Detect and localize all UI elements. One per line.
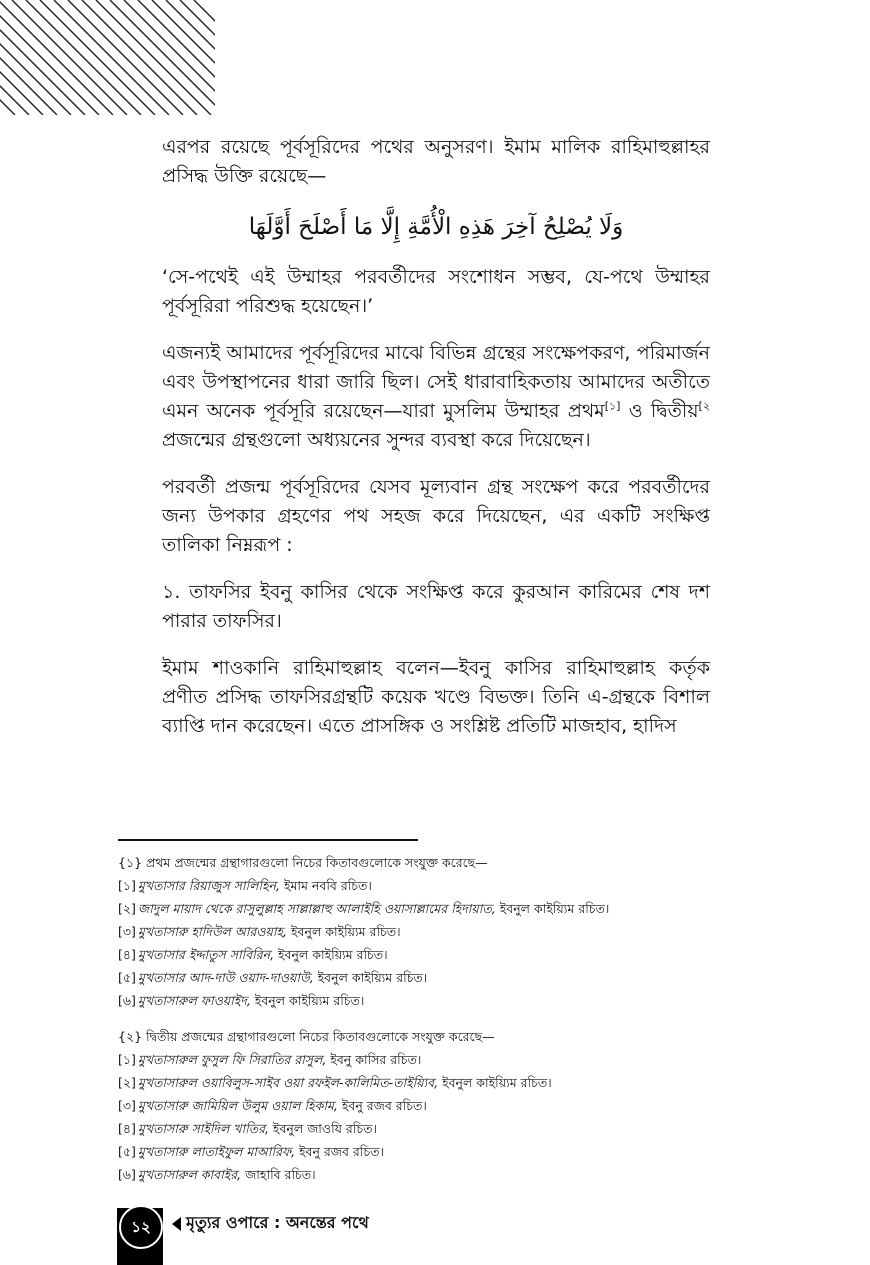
footnote-book-title: জাদুল মায়াদ থেকে রাসুলুল্লাহ সাল্লাল্লাহু আলাইহি ওয়াসাল্লামের হিদায়াত, — [137, 901, 496, 916]
footnote-number: [৬] — [118, 1167, 136, 1182]
hatch-line — [26, 0, 141, 115]
footnote-book-title: মুখতাসারু সাইদিল খাতির, — [137, 1121, 269, 1136]
footnote-book-title: মুখতাসারু লাতাইফুল মাআরিফ, — [137, 1144, 296, 1159]
footnote-author: ইবনুল কাইয়্যিম রচিত। — [250, 993, 365, 1008]
footnote-author: ইবনুল কাইয়্যিম রচিত। — [438, 1075, 552, 1090]
footnote-author: ইবনুল কাইয়্যিম রচিত। — [495, 901, 610, 916]
hatch-line — [82, 0, 197, 115]
footnote-book-title: মুখতাসার ইদ্দাতুস সাবিরিন, — [137, 947, 275, 962]
page-number: ১২ — [119, 1205, 163, 1249]
footnote-book-title: মুখতাসার আদ-দাউ ওয়াদ-দাওয়াউ, — [137, 970, 314, 985]
footnote-item — [118, 966, 718, 989]
footnote-group-2 — [118, 1025, 718, 1186]
footnote-heading: {২} দ্বিতীয় প্রজন্মের গ্রন্থাগারগুলো নিচের কিতাবগুলোকে সংযুক্ত করেছে— — [118, 1029, 495, 1044]
hatch-line — [0, 0, 71, 115]
hatch-line — [96, 0, 211, 115]
footnote-number: [৩] — [118, 924, 136, 939]
footnote-author: ইবনু রজব রচিত। — [337, 1098, 427, 1113]
arabic-quote: وَلَا يُصْلِحُ آخِرَ هَذِهِ الْأُمَّةِ إِلَّا مَا أَصْلَحَ أَوَّلَهَا — [248, 214, 624, 240]
footnotes — [118, 851, 718, 1199]
paragraph-3-part2: ও দ্বিতীয় — [620, 400, 699, 422]
paragraph-2: ‘সে-পথেই এই উম্মাহর পরবর্তীদের সংশোধন সম্ভব, যে-পথে উম্মাহর পূর্বসূরিরা পরিশুদ্ধ হয়েছেন।’ — [162, 266, 710, 317]
hatch-line — [138, 0, 215, 115]
corner-hatch-decoration — [0, 0, 215, 115]
main-text — [162, 133, 710, 759]
footnote-author: ইবনুল কাইয়্যিম রচিত। — [274, 947, 388, 962]
footnote-number: [৫] — [118, 970, 136, 985]
left-arrow-icon — [172, 1217, 181, 1231]
footnote-item — [118, 874, 718, 897]
footnote-number: [২] — [118, 1075, 136, 1090]
footnote-ref-2[interactable]: [২ — [698, 399, 710, 413]
hatch-line — [68, 0, 183, 115]
paragraph-4: পরবর্তী প্রজন্ম পূর্বসূরিদের যেসব মূল্যবান গ্রন্থ সংক্ষেপ করে পরবর্তীদের জন্য উপকার গ্রহণের পথ সহজ করে দিয়েছেন, এর একটি সংক্ষিপ্ত তালিকা নিম্নরূপ : — [162, 476, 710, 556]
footnote-item — [118, 1117, 718, 1140]
footnote-author: ইবনুল জাওযি রচিত। — [268, 1121, 377, 1136]
footnote-group-1 — [118, 851, 718, 1012]
paragraph-5: ১. তাফসির ইবনু কাসির থেকে সংক্ষিপ্ত করে কুরআন কারিমের শেষ দশ পারার তাফসির। — [162, 581, 710, 632]
footnote-number: [১] — [118, 878, 136, 893]
footnote-book-title: মুখতাসারুল কাবাইর, — [137, 1167, 242, 1182]
footnote-item — [118, 1048, 718, 1071]
footnote-number: [৪] — [118, 1121, 136, 1136]
footnote-item — [118, 989, 718, 1012]
footnote-book-title: মুখতাসারুল ফুসুল ফি সিরাতির রাসুল, — [137, 1052, 327, 1067]
footnote-item — [118, 943, 718, 966]
footnote-number: [৩] — [118, 1098, 136, 1113]
footnote-number: [২] — [118, 901, 136, 916]
footnote-author: ইবনু কাসির রচিত। — [326, 1052, 422, 1067]
hatch-line — [12, 0, 127, 115]
footnote-item — [118, 1094, 718, 1117]
paragraph-6: ইমাম শাওকানি রাহিমাহুল্লাহ বলেন—ইবনু কাসির রাহিমাহুল্লাহ কর্তৃক প্রণীত প্রসিদ্ধ তাফসিরগ্রন্থটি কয়েক খণ্ডে বিভক্ত। তিনি এ-গ্রন্থকে বিশাল ব্যাপ্তি দান করেছেন। এতে প্রাসঙ্গিক ও সংশ্লিষ্ট প্রতিটি মাজহাব, হাদিস — [162, 657, 710, 737]
footnote-book-title: মুখতাসারুল ওয়াবিলুস-সাইব ওয়া রফইল-কালিমিত-তাইয়্যিব, — [137, 1075, 439, 1090]
footnote-heading: {১} প্রথম প্রজন্মের গ্রন্থাগারগুলো নিচের কিতাবগুলোকে সংযুক্ত করেছে— — [118, 855, 488, 870]
footnote-item — [118, 1163, 718, 1186]
footnote-author: ইবনুল কাইয়্যিম রচিত। — [313, 970, 428, 985]
running-title: মৃত্যুর ওপারে : অনন্তের পথে — [186, 1213, 369, 1232]
footnote-number: [৬] — [118, 993, 136, 1008]
footnote-item — [118, 897, 718, 920]
footnote-number: [৫] — [118, 1144, 136, 1159]
footnote-author: ইবনুল কাইয়্যিম রচিত। — [287, 924, 401, 939]
footnote-item — [118, 1140, 718, 1163]
footnote-book-title: মুখতাসারুল ফাওয়াইদ, — [137, 993, 251, 1008]
footnote-divider — [118, 839, 418, 841]
footnote-book-title: মুখতাসারু হাদিউল আরওয়াহ, — [137, 924, 288, 939]
paragraph-3 — [162, 339, 710, 455]
footnote-book-title: মুখতাসারু জামিয়িল উলুম ওয়াল হিকাম, — [137, 1098, 338, 1113]
paragraph-3-part1: এজন্যই আমাদের পূর্বসূরিদের মাঝে বিভিন্ন গ্রন্থের সংক্ষেপকরণ, পরিমার্জন এবং উপস্থাপনের ধারা জারি ছিল। সেই ধারাবাহিকতায় আমাদের অতীতে এমন অনেক পূর্বসূরি রয়েছেন—যারা মুসলিম উম্মাহর প্রথম — [162, 342, 710, 422]
paragraph-1: এরপর রয়েছে পূর্বসূরিদের পথের অনুসরণ। ইমাম মালিক রাহিমাহুল্লাহর প্রসিদ্ধ উক্তি রয়েছে— — [162, 136, 710, 187]
footnote-item — [118, 1071, 718, 1094]
hatch-line — [54, 0, 169, 115]
footnote-author: জাহাবি রচিত। — [241, 1167, 316, 1182]
footnote-ref-1[interactable]: [১] — [604, 399, 621, 413]
footnote-item — [118, 920, 718, 943]
footnote-author: ইমাম নববি রচিত। — [279, 878, 372, 893]
footnote-number: [৪] — [118, 947, 136, 962]
footnote-number: [১] — [118, 1052, 136, 1067]
footnote-author: ইবনু রজব রচিত। — [295, 1144, 384, 1159]
footnote-book-title: মুখতাসার রিয়াজুস সালিহিন, — [137, 878, 280, 893]
paragraph-3-part3: প্রজন্মের গ্রন্থগুলো অধ্যয়নের সুন্দর ব্যবস্থা করে দিয়েছেন। — [162, 429, 591, 451]
hatch-line — [40, 0, 155, 115]
hatch-line — [0, 0, 43, 115]
